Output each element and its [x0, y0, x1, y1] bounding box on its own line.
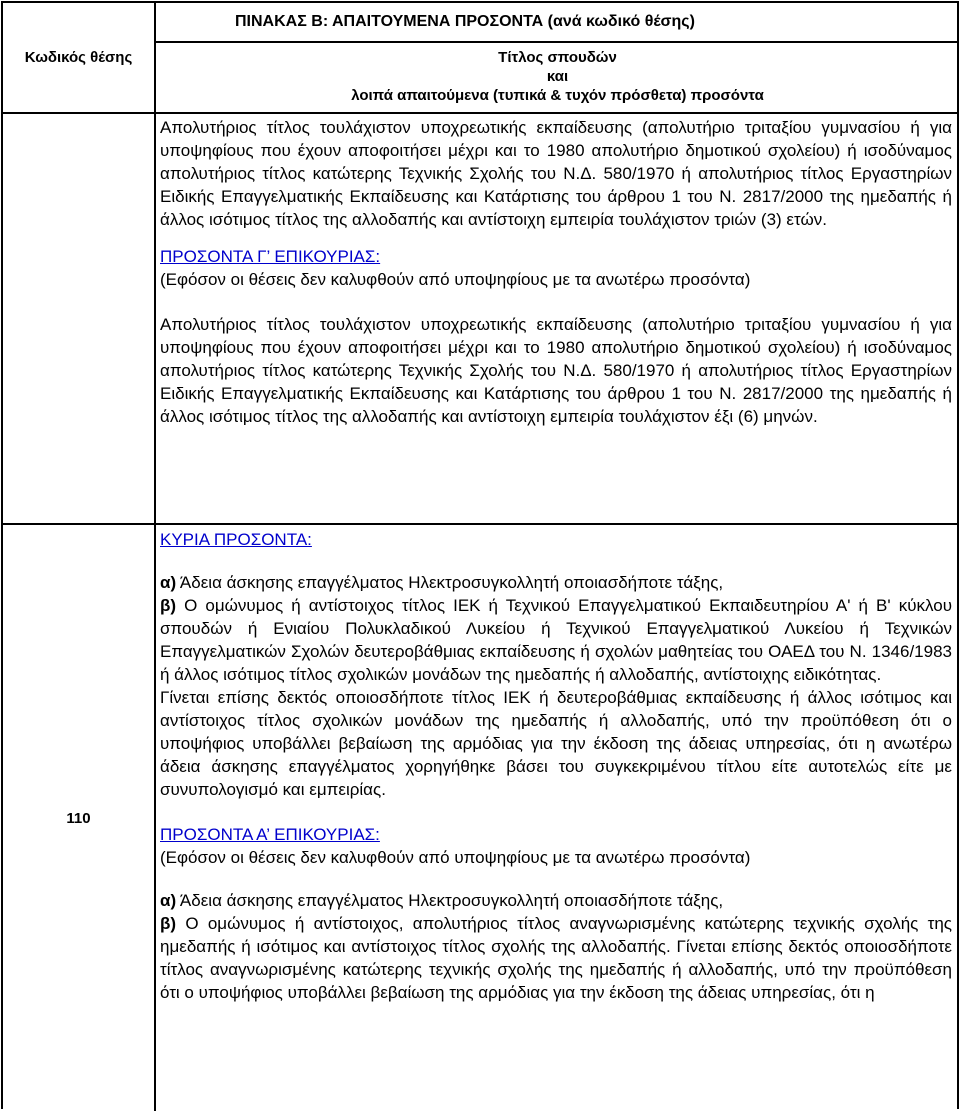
code-column-header: Κωδικός θέσης — [24, 49, 133, 66]
item-a2: α) Άδεια άσκησης επαγγέλματος Ηλεκτροσυγκολλητή οποιασδήποτε τάξης, — [160, 891, 724, 910]
table-title: ΠΙΝΑΚΑΣ Β: ΑΠΑΙΤΟΥΜΕΝΑ ΠΡΟΣΟΝΤΑ (ανά κωδικό θέσης) — [235, 13, 695, 30]
c-auxiliary-heading: ΠΡΟΣΟΝΤΑ Γ’ ΕΠΙΚΟΥΡΙΑΣ: — [160, 247, 381, 266]
c-auxiliary-text: Απολυτήριος τίτλος τουλάχιστον υποχρεωτικής εκπαίδευσης (απολυτήριο τριταξίου γυμνασίου ή για υποψηφίους που έχουν αποφοιτήσει μέχρι και το 1980 απολυτήριο δημοτικού σχολείου) ή ισοδύναμος απολυτήριος τίτλος κατώτερης Τεχνικής Σχολής του Ν.Δ. 580/1970 ή απολυτήριος τίτλος Εργαστηρίων Ειδικής Επαγγελματικής Εκπαίδευσης και Κατάρτισης του άρθρου 1 του Ν. 2817/2000 της ημεδαπής ή άλλος ισότιμος τίτλος της αλλοδαπής και αντίστοιχη εμπειρία τουλάχιστον έξι (6) μηνών. — [160, 315, 952, 426]
main-qualifications-heading: ΚΥΡΙΑ ΠΡΟΣΟΝΤΑ: — [160, 530, 312, 549]
item-a: α) Άδεια άσκησης επαγγέλματος Ηλεκτροσυγκολλητή οποιασδήποτε τάξης, — [160, 573, 724, 592]
a-auxiliary-heading: ΠΡΟΣΟΝΤΑ Α’ ΕΠΙΚΟΥΡΙΑΣ: — [160, 825, 380, 844]
a-auxiliary-note: (Εφόσον οι θέσεις δεν καλυφθούν από υποψηφίους με τα ανωτέρω προσόντα) — [160, 848, 751, 867]
title-column-header: Τίτλος σπουδών και λοιπά απαιτούμενα (τυπικά & τυχόν πρόσθετα) προσόντα — [351, 49, 764, 104]
primary-requirement-text: Απολυτήριος τίτλος τουλάχιστον υποχρεωτικής εκπαίδευσης (απολυτήριο τριταξίου γυμνασίου ή για υποψηφίους που έχουν αποφοιτήσει μέχρι και το 1980 απολυτήριο δημοτικού σχολείου) ή ισοδύναμος απολυτήριος τίτλος κατώτερης Τεχνικής Σχολής του Ν.Δ. 580/1970 ή απολυτήριος τίτλος Εργαστηρίων Ειδικής Επαγγελματικής Εκπαίδευσης και Κατάρτισης του άρθρου 1 του Ν. 2817/2000 της ημεδαπής ή άλλος ισότιμος τίτλος της αλλοδαπής και αντίστοιχη εμπειρία τουλάχιστον τριών (3) ετών. — [160, 118, 952, 229]
column-divider — [154, 3, 156, 1111]
header-divider — [3, 112, 957, 114]
position-code: 110 — [66, 809, 91, 827]
c-auxiliary-note: (Εφόσον οι θέσεις δεν καλυφθούν από υποψηφίους με τα ανωτέρω προσόντα) — [160, 270, 751, 289]
lower-requirements — [160, 528, 952, 1004]
also-accepted-text: Γίνεται επίσης δεκτός οποιοσδήποτε τίτλος ΙΕΚ ή δευτεροβάθμιας εκπαίδευσης ή άλλος ισότιμος και αντίστοιχος τίτλος σχολικών μονάδων της ημεδαπής ή αλλοδαπής, υπό την προϋπόθεση ότι ο υποψήφιος υποβάλλει βεβαίωση της αρμόδιας για την έκδοση της άδειας υπηρεσίας, ότι η ανωτέρω άδεια άσκησης επαγγέλματος χορηγήθηκε βάσει του συγκεκριμένου τίτλου είτε αυτοτελώς είτε με συνυπολογισμό και εμπειρίας. — [160, 688, 952, 799]
item-b2: β) Ο ομώνυμος ή αντίστοιχος, απολυτήριος τίτλος αναγνωρισμένης κατώτερης τεχνικής σχολής της ημεδαπής ή ισότιμος και αντίστοιχος τίτλος σχολής της αλλοδαπής. Γίνεται επίσης δεκτός οποιοσδήποτε τίτλος αναγνωρισμένης κατώτερης τεχνικής σχολής της ημεδαπής ή αλλοδαπής, υπό την προϋπόθεση ότι ο υποψήφιος υποβάλλει βεβαίωση της αρμόδιας για την έκδοση της άδειας υπηρεσίας, ότι η — [160, 914, 952, 1002]
upper-requirements — [160, 116, 952, 428]
item-b: β) Ο ομώνυμος ή αντίστοιχος τίτλος ΙΕΚ ή Τεχνικού Επαγγελματικού Εκπαιδευτηρίου Α' ή Β' κύκλου σπουδών ή Ενιαίου Πολυκλαδικού Λυκείου ή Τεχνικού Επαγγελματικού Λυκείου ή Τεχνικών Επαγγελματικών Σχολών δευτεροβάθμιας εκπαίδευσης ή σχολών μαθητείας του ΟΑΕΔ του Ν. 1346/1983 ή άλλος ισότιμος τίτλος σχολικών μονάδων της ημεδαπής ή αλλοδαπής, αντίστοιχης ειδικότητας. — [160, 596, 952, 684]
